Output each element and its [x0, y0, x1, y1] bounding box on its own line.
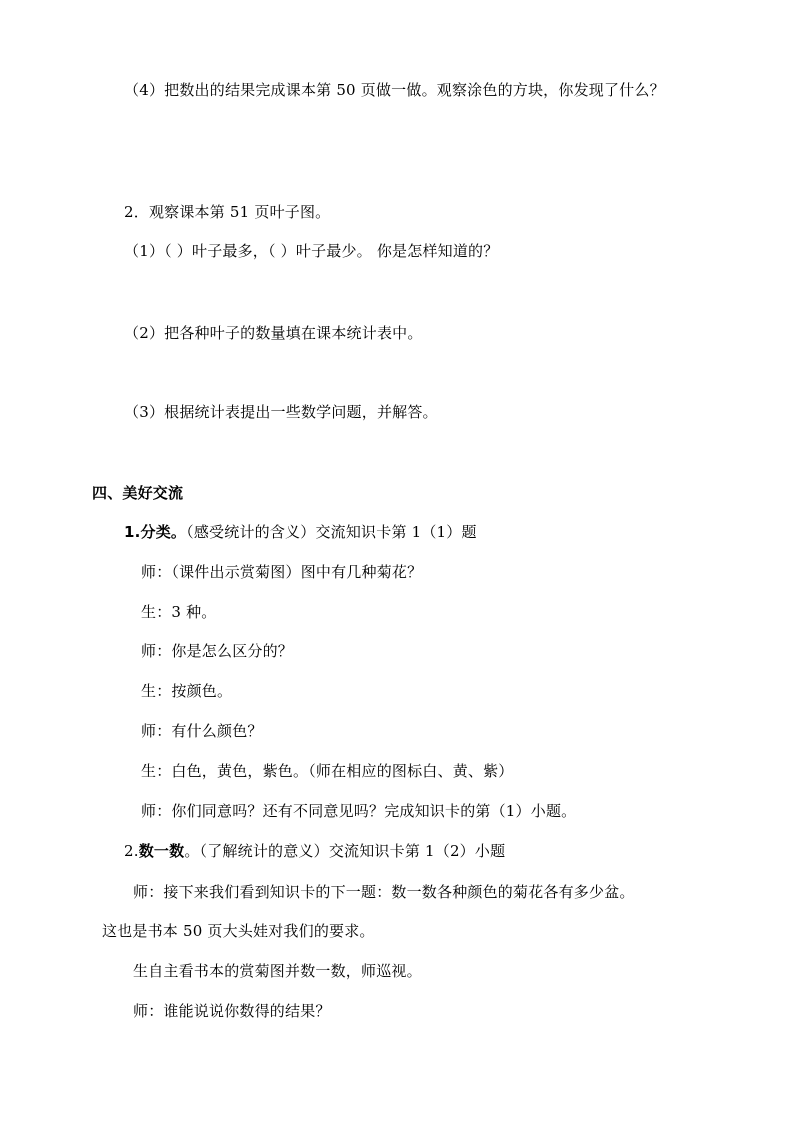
item-2-desc: 。（了解统计的意义）交流知识卡第 1（2）小题 — [184, 842, 506, 860]
item-2-title: 数一数 — [138, 842, 185, 860]
dialogue-line: 这也是书本 50 页大头娃对我们的要求。 — [102, 922, 375, 940]
dialogue-line: 生自主看书本的赏菊图并数一数，师巡视。 — [133, 962, 422, 980]
question-2-title: 2．观察课本第 51 页叶子图。 — [124, 203, 331, 221]
dialogue-line: 师：接下来我们看到知识卡的下一题：数一数各种颜色的菊花各有多少盆。 — [133, 883, 635, 901]
item-1-title: 1.分类。 — [124, 523, 187, 541]
item-1-desc: （感受统计的含义）交流知识卡第 1（1）题 — [186, 523, 477, 541]
question-4: （4）把数出的结果完成课本第 50 页做一做。观察涂色的方块，你发现了什么？ — [124, 81, 665, 99]
dialogue-line: 师：（课件出示赏菊图）图中有几种菊花？ — [141, 563, 423, 581]
dialogue-line: 师：谁能说说你数得的结果？ — [133, 1002, 331, 1020]
dialogue-line: 生：白色，黄色，紫色。（师在相应的图标白、黄、紫） — [141, 762, 514, 780]
section-heading: 四、美好交流 — [92, 484, 184, 502]
dialogue-line: 生：3 种。 — [141, 603, 217, 621]
question-2-3: （3）根据统计表提出一些数学问题，并解答。 — [124, 403, 438, 421]
dialogue-line: 生：按颜色。 — [141, 682, 233, 700]
dialogue-line: 师：你们同意吗？还有不同意见吗？完成知识卡的第（1）小题。 — [141, 802, 577, 820]
question-2-1: （1）（ ）叶子最多，（ ）叶子最少。 你是怎样知道的？ — [124, 242, 499, 260]
dialogue-line: 师：你是怎么区分的？ — [141, 642, 294, 660]
item-2-line — [124, 841, 505, 861]
dialogue-line: 师：有什么颜色？ — [141, 722, 263, 740]
item-2-number: 2. — [124, 842, 139, 860]
question-2-2: （2）把各种叶子的数量填在课本统计表中。 — [124, 324, 423, 342]
item-1-line — [124, 522, 477, 542]
